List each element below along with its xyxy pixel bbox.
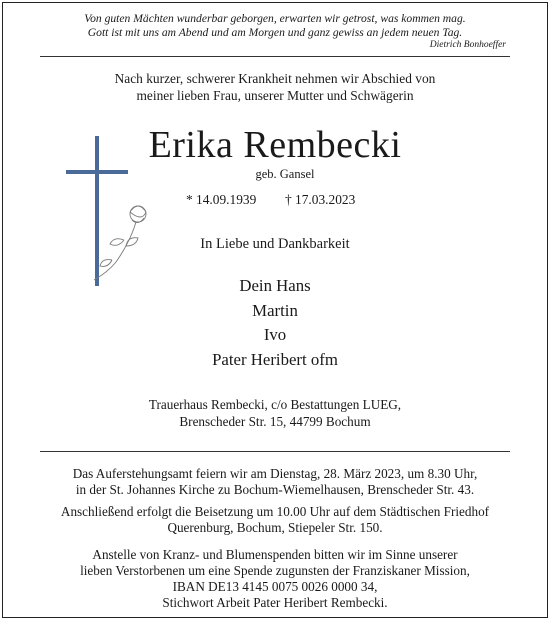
divider-top — [40, 56, 510, 57]
burial-line: Anschließend erfolgt die Beisetzung um 10.00 Uhr auf dem Städtischen Friedhof — [60, 504, 490, 519]
intro-line: meiner lieben Frau, unserer Mutter und Schwägerin — [136, 88, 414, 103]
donation-line: IBAN DE13 4145 0075 0026 0000 34, — [172, 579, 378, 594]
mourning-house-address — [20, 396, 530, 430]
burial-line: Querenburg, Bochum, Stiepeler Str. 150. — [167, 520, 383, 535]
service-line: Das Auferstehungsamt feiern wir am Dienstag, 28. März 2023, um 8.30 Uhr, — [72, 466, 478, 481]
intro-text — [0, 70, 550, 104]
donation-line: Stichwort Arbeit Pater Heribert Rembecki. — [162, 595, 388, 610]
quote-line: Von guten Mächten wunderbar geborgen, erwarten wir getrost, was kommen mag. — [84, 12, 466, 25]
divider-bottom — [40, 451, 510, 452]
mourner-name: Ivo — [263, 325, 287, 344]
quote — [30, 12, 520, 40]
mourner-name: Dein Hans — [239, 276, 311, 295]
quote-author: Dietrich Bonhoeffer — [429, 40, 506, 50]
donation-info — [20, 547, 530, 611]
donation-line: Anstelle von Kranz- und Blumenspenden bitten wir im Sinne unserer — [92, 547, 458, 562]
mourner-name: Pater Heribert ofm — [212, 349, 338, 369]
mourner-name: Martin — [252, 300, 298, 320]
death-date: † 17.03.2023 — [285, 192, 356, 207]
deceased-name: Erika Rembecki — [148, 124, 402, 166]
donation-line: lieben Verstorbenen um eine Spende zugunsten der Franziskaner Mission, — [80, 563, 470, 578]
service-line: in der St. Johannes Kirche zu Bochum-Wiemelhausen, Brenscheder Str. 43. — [75, 482, 475, 497]
quote-line: Gott ist mit uns am Abend und am Morgen und ganz gewiss an jedem neuen Tag. — [87, 26, 463, 39]
birth-date: * 14.09.1939 — [186, 192, 257, 207]
maiden-name: geb. Gansel — [255, 167, 315, 181]
mourners-list — [50, 274, 500, 372]
intro-line: Nach kurzer, schwerer Krankheit nehmen wir Abschied von — [114, 71, 436, 86]
service-info — [20, 466, 530, 498]
love-line: In Liebe und Dankbarkeit — [200, 236, 350, 252]
address-line: Brenscheder Str. 15, 44799 Bochum — [179, 414, 371, 429]
burial-info — [20, 504, 530, 536]
address-line: Trauerhaus Rembecki, c/o Bestattungen LUEG, — [148, 397, 402, 412]
